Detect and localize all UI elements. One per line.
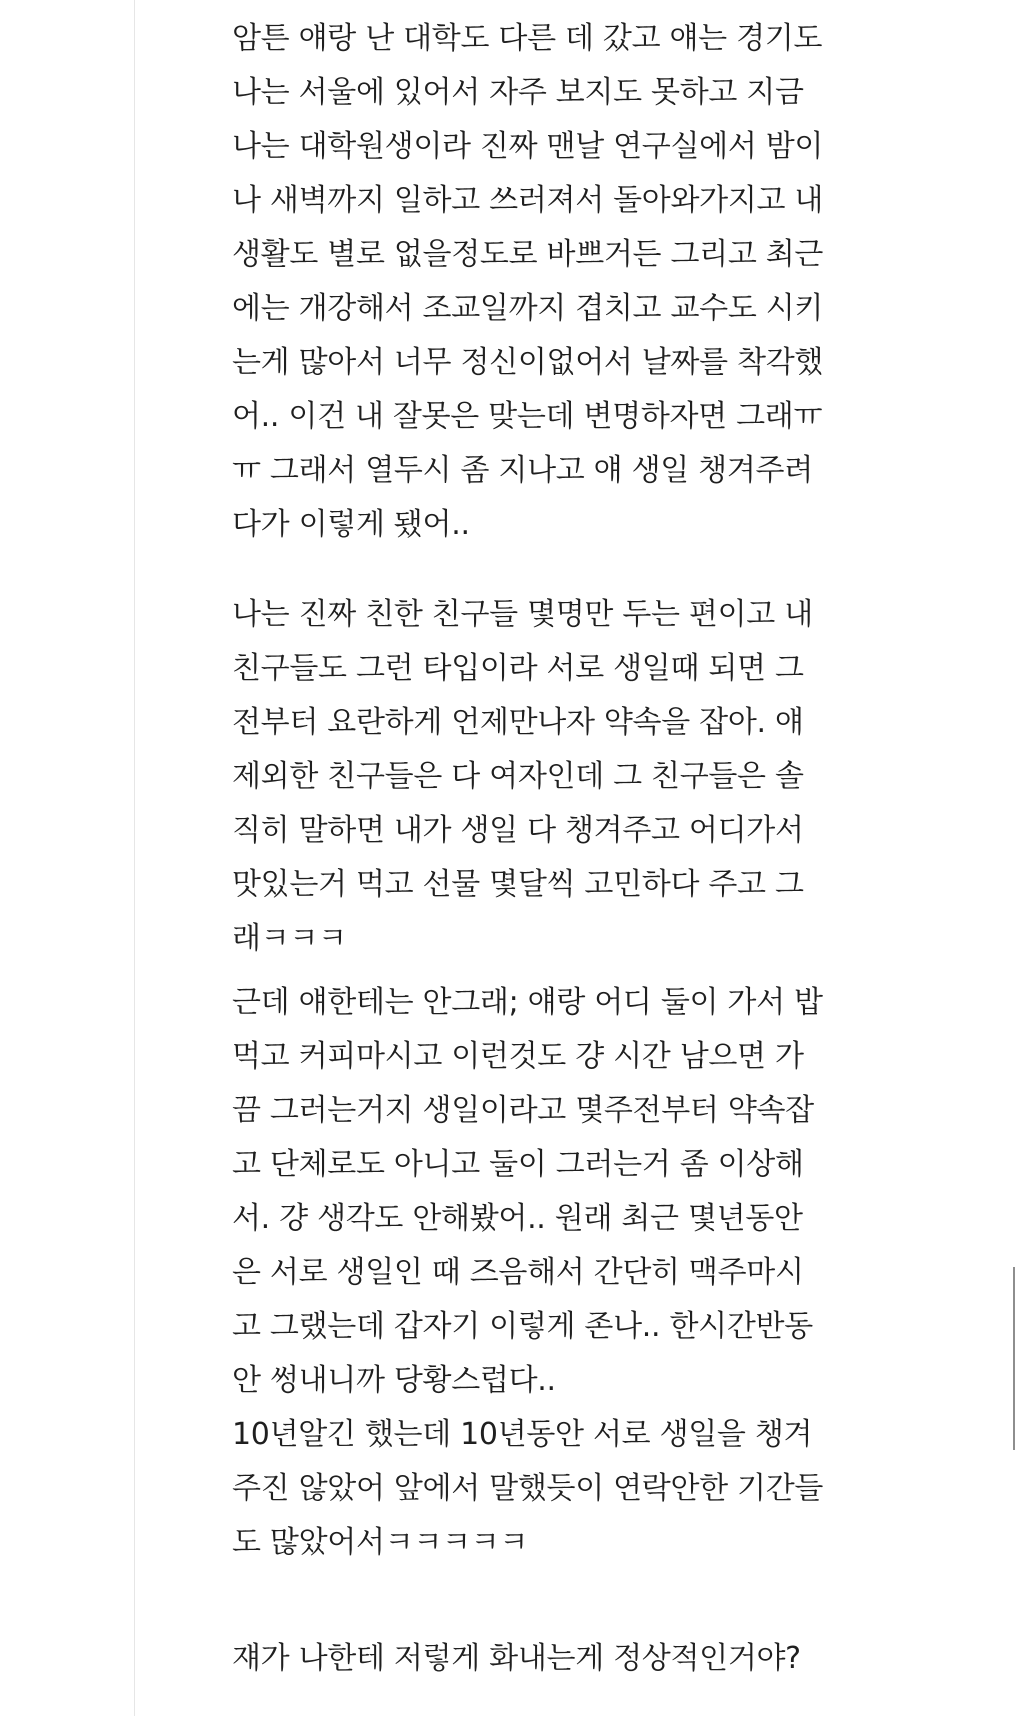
- text-line: 도 많았어서ㅋㅋㅋㅋㅋ: [232, 1525, 529, 1560]
- closing-question: 쟤가 나한테 저렇게 화내는게 정상적인거야?: [232, 1641, 801, 1676]
- text-line: 주진 않았어 앞에서 말했듯이 연락안한 기간들: [232, 1471, 824, 1506]
- paragraph-2: [232, 588, 872, 966]
- text-line: 먹고 커피마시고 이런것도 걍 시간 남으면 가: [232, 1039, 804, 1074]
- paragraph-gap: [232, 552, 872, 588]
- text-line: 암튼 얘랑 난 대학도 다른 데 갔고 얘는 경기도: [232, 21, 823, 56]
- text-line: 생활도 별로 없을정도로 바쁘거든 그리고 최근: [232, 237, 824, 272]
- text-line: 나는 서울에 있어서 자주 보지도 못하고 지금: [232, 75, 804, 110]
- text-line: 다가 이렇게 됐어..: [232, 507, 470, 542]
- text-line: 나는 대학원생이라 진짜 맨날 연구실에서 밤이: [232, 129, 824, 164]
- text-line: 나 새벽까지 일하고 쓰러져서 돌아와가지고 내: [232, 183, 824, 218]
- text-line: 은 서로 생일인 때 즈음해서 간단히 맥주마시: [232, 1255, 804, 1290]
- scrollbar-thumb[interactable]: [1013, 1267, 1015, 1450]
- text-line: 끔 그러는거지 생일이라고 몇주전부터 약속잡: [232, 1093, 814, 1128]
- text-line: 직히 말하면 내가 생일 다 챙겨주고 어디가서: [232, 813, 804, 848]
- text-line: 맛있는거 먹고 선물 몇달씩 고민하다 주고 그: [232, 867, 804, 902]
- text-line: 서. 걍 생각도 안해봤어.. 원래 최근 몇년동안: [232, 1201, 803, 1236]
- text-line: 고 그랬는데 갑자기 이렇게 존나.. 한시간반동: [232, 1309, 813, 1344]
- text-line: 근데 얘한테는 안그래; 얘랑 어디 둘이 가서 밥: [232, 985, 823, 1020]
- paragraph-gap: [232, 966, 872, 976]
- text-line: 고 단체로도 아니고 둘이 그러는거 좀 이상해: [232, 1147, 804, 1182]
- text-line: 는게 많아서 너무 정신이없어서 날짜를 착각했: [232, 345, 824, 380]
- paragraph-1: [232, 12, 872, 552]
- paragraph-gap: [232, 1570, 872, 1632]
- text-line: 나는 진짜 친한 친구들 몇명만 두는 편이고 내: [232, 597, 813, 632]
- text-line: 친구들도 그런 타입이라 서로 생일때 되면 그: [232, 651, 804, 686]
- text-line: ㅠ 그래서 열두시 좀 지나고 얘 생일 챙겨주려: [232, 453, 813, 488]
- text-line: 10년알긴 했는데 10년동안 서로 생일을 챙겨: [232, 1417, 813, 1452]
- text-line: 에는 개강해서 조교일까지 겹치고 교수도 시키: [232, 291, 824, 326]
- text-line: 래ㅋㅋㅋ: [232, 921, 347, 956]
- text-line: 안 썽내니까 당황스럽다..: [232, 1363, 556, 1398]
- text-line: 제외한 친구들은 다 여자인데 그 친구들은 솔: [232, 759, 804, 794]
- paragraph-3: [232, 976, 872, 1570]
- text-line: 어.. 이건 내 잘못은 맞는데 변명하자면 그래ㅠ: [232, 399, 823, 434]
- post-body: [232, 12, 872, 1686]
- content-left-border: [134, 0, 135, 1716]
- text-line: 전부터 요란하게 언제만나자 약속을 잡아. 얘: [232, 705, 804, 740]
